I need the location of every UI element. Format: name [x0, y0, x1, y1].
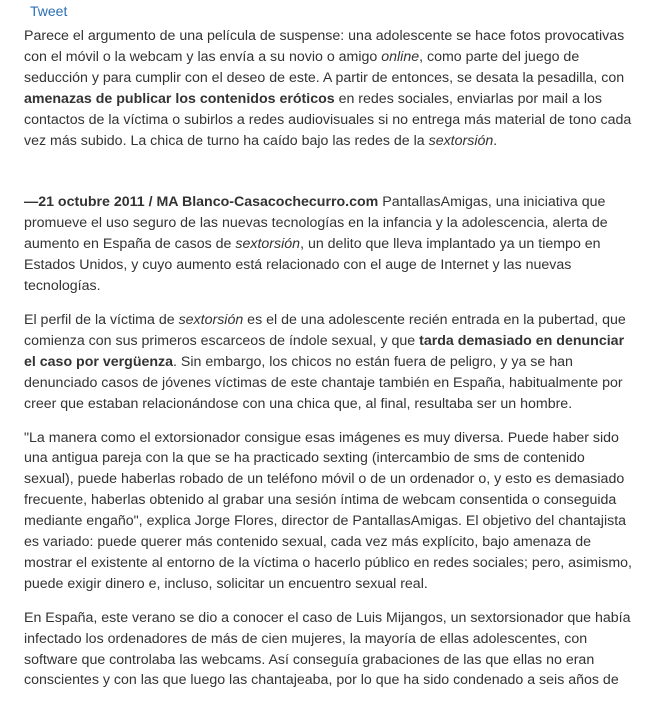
victim-profile-paragraph [24, 310, 636, 415]
highlight-threats: amenazas de publicar los contenidos eróticos [24, 90, 335, 107]
text-run: . [493, 132, 498, 149]
emphasis-sextorsion: sextorsión [178, 311, 244, 328]
text-run: es el de una adolescente recién entrada en la pubertad, que comienza con sus primeros escarceos de índole sexual, y que [24, 311, 626, 349]
text-run: Parece el argumento de una película de suspense: una adolescente se hace fotos provocativas con el móvil o la webcam y las envía a su novio o amigo [24, 28, 625, 65]
text-run: El perfil de la víctima de [24, 311, 179, 328]
quote-paragraph: "La manera como el extorsionador consigue esas imágenes es muy diversa. Puede haber sido una antigua pareja con la que se ha practicado sexting (intercambio de sms de contenido sexual), puede haberlas robado de un teléfono móvil o de un ordenador o, y esto es demasiado frecuente, haberlas obtenido al grabar una sesión íntima de webcam consentida o conseguida mediante engaño", explica Jorge Flores, director de PantallasAmigas. El objetivo del chantajista es variado: puede querer más contenido sexual, cada vez más explícito, bajo amenaza de mostrar el existente al entorno de la víctima o hacerlo público en redes sociales; pero, asimismo, puede exigir dinero e, incluso, solicitar un encuentro sexual real. [24, 429, 632, 592]
emphasis-sextorsion: sextorsión [428, 132, 494, 149]
text-run: en redes sociales, enviarlas por mail a los contactos de la víctima o subirlos a redes audiovisuales si no entrega más material de tono cada vez más subido. La chica de turno ha caído bajo las redes de la [24, 90, 632, 149]
text-run: PantallasAmigas, una iniciativa que promueve el uso seguro de las nuevas tecnologías en la infancia y la adolescencia, alerta de aumento en España de casos de [24, 194, 608, 253]
text-run: . Sin embargo, los chicos no están fuera de peligro, y ya se han denunciado casos de jóvenes víctimas de este chantaje también en España, habitualmente por creer que estaban relacionándose con una chica que, al final, resultaba ser un hombre. [24, 353, 623, 412]
highlight-shame: tarda demasiado en denunciar el caso por vergüenza [24, 332, 625, 370]
intro-paragraph [24, 26, 636, 151]
article-body [24, 26, 636, 704]
case-paragraph: En España, este verano se dio a conocer el caso de Luis Mijangos, un sextorsionador que había infectado los ordenadores de más de cien mujeres, la mayoría de ellas adolescentes, con software que controlaba las webcams. Así conseguía grabaciones de las que ellas no eran conscientes y con las que luego las chantajeaba, por lo que ha sido condenado a seis años de [24, 609, 631, 689]
emphasis-sextorsion: sextorsión [235, 236, 301, 253]
tweet-link[interactable]: Tweet [30, 3, 68, 19]
emphasis-online: online [381, 48, 420, 65]
dateline: —21 octubre 2011 / MA Blanco-Casacochecurro.com [24, 194, 379, 211]
text-run: , como parte del juego de seducción y para cumplir con el deseo de este. A partir de entonces, se desata la pesadilla, con [24, 48, 625, 86]
dateline-paragraph [24, 192, 636, 297]
text-run: , un delito que lleva implantado ya un tiempo en Estados Unidos, y cuyo aumento está relacionado con el auge de Internet y las nuevas tecnologías. [24, 236, 601, 295]
